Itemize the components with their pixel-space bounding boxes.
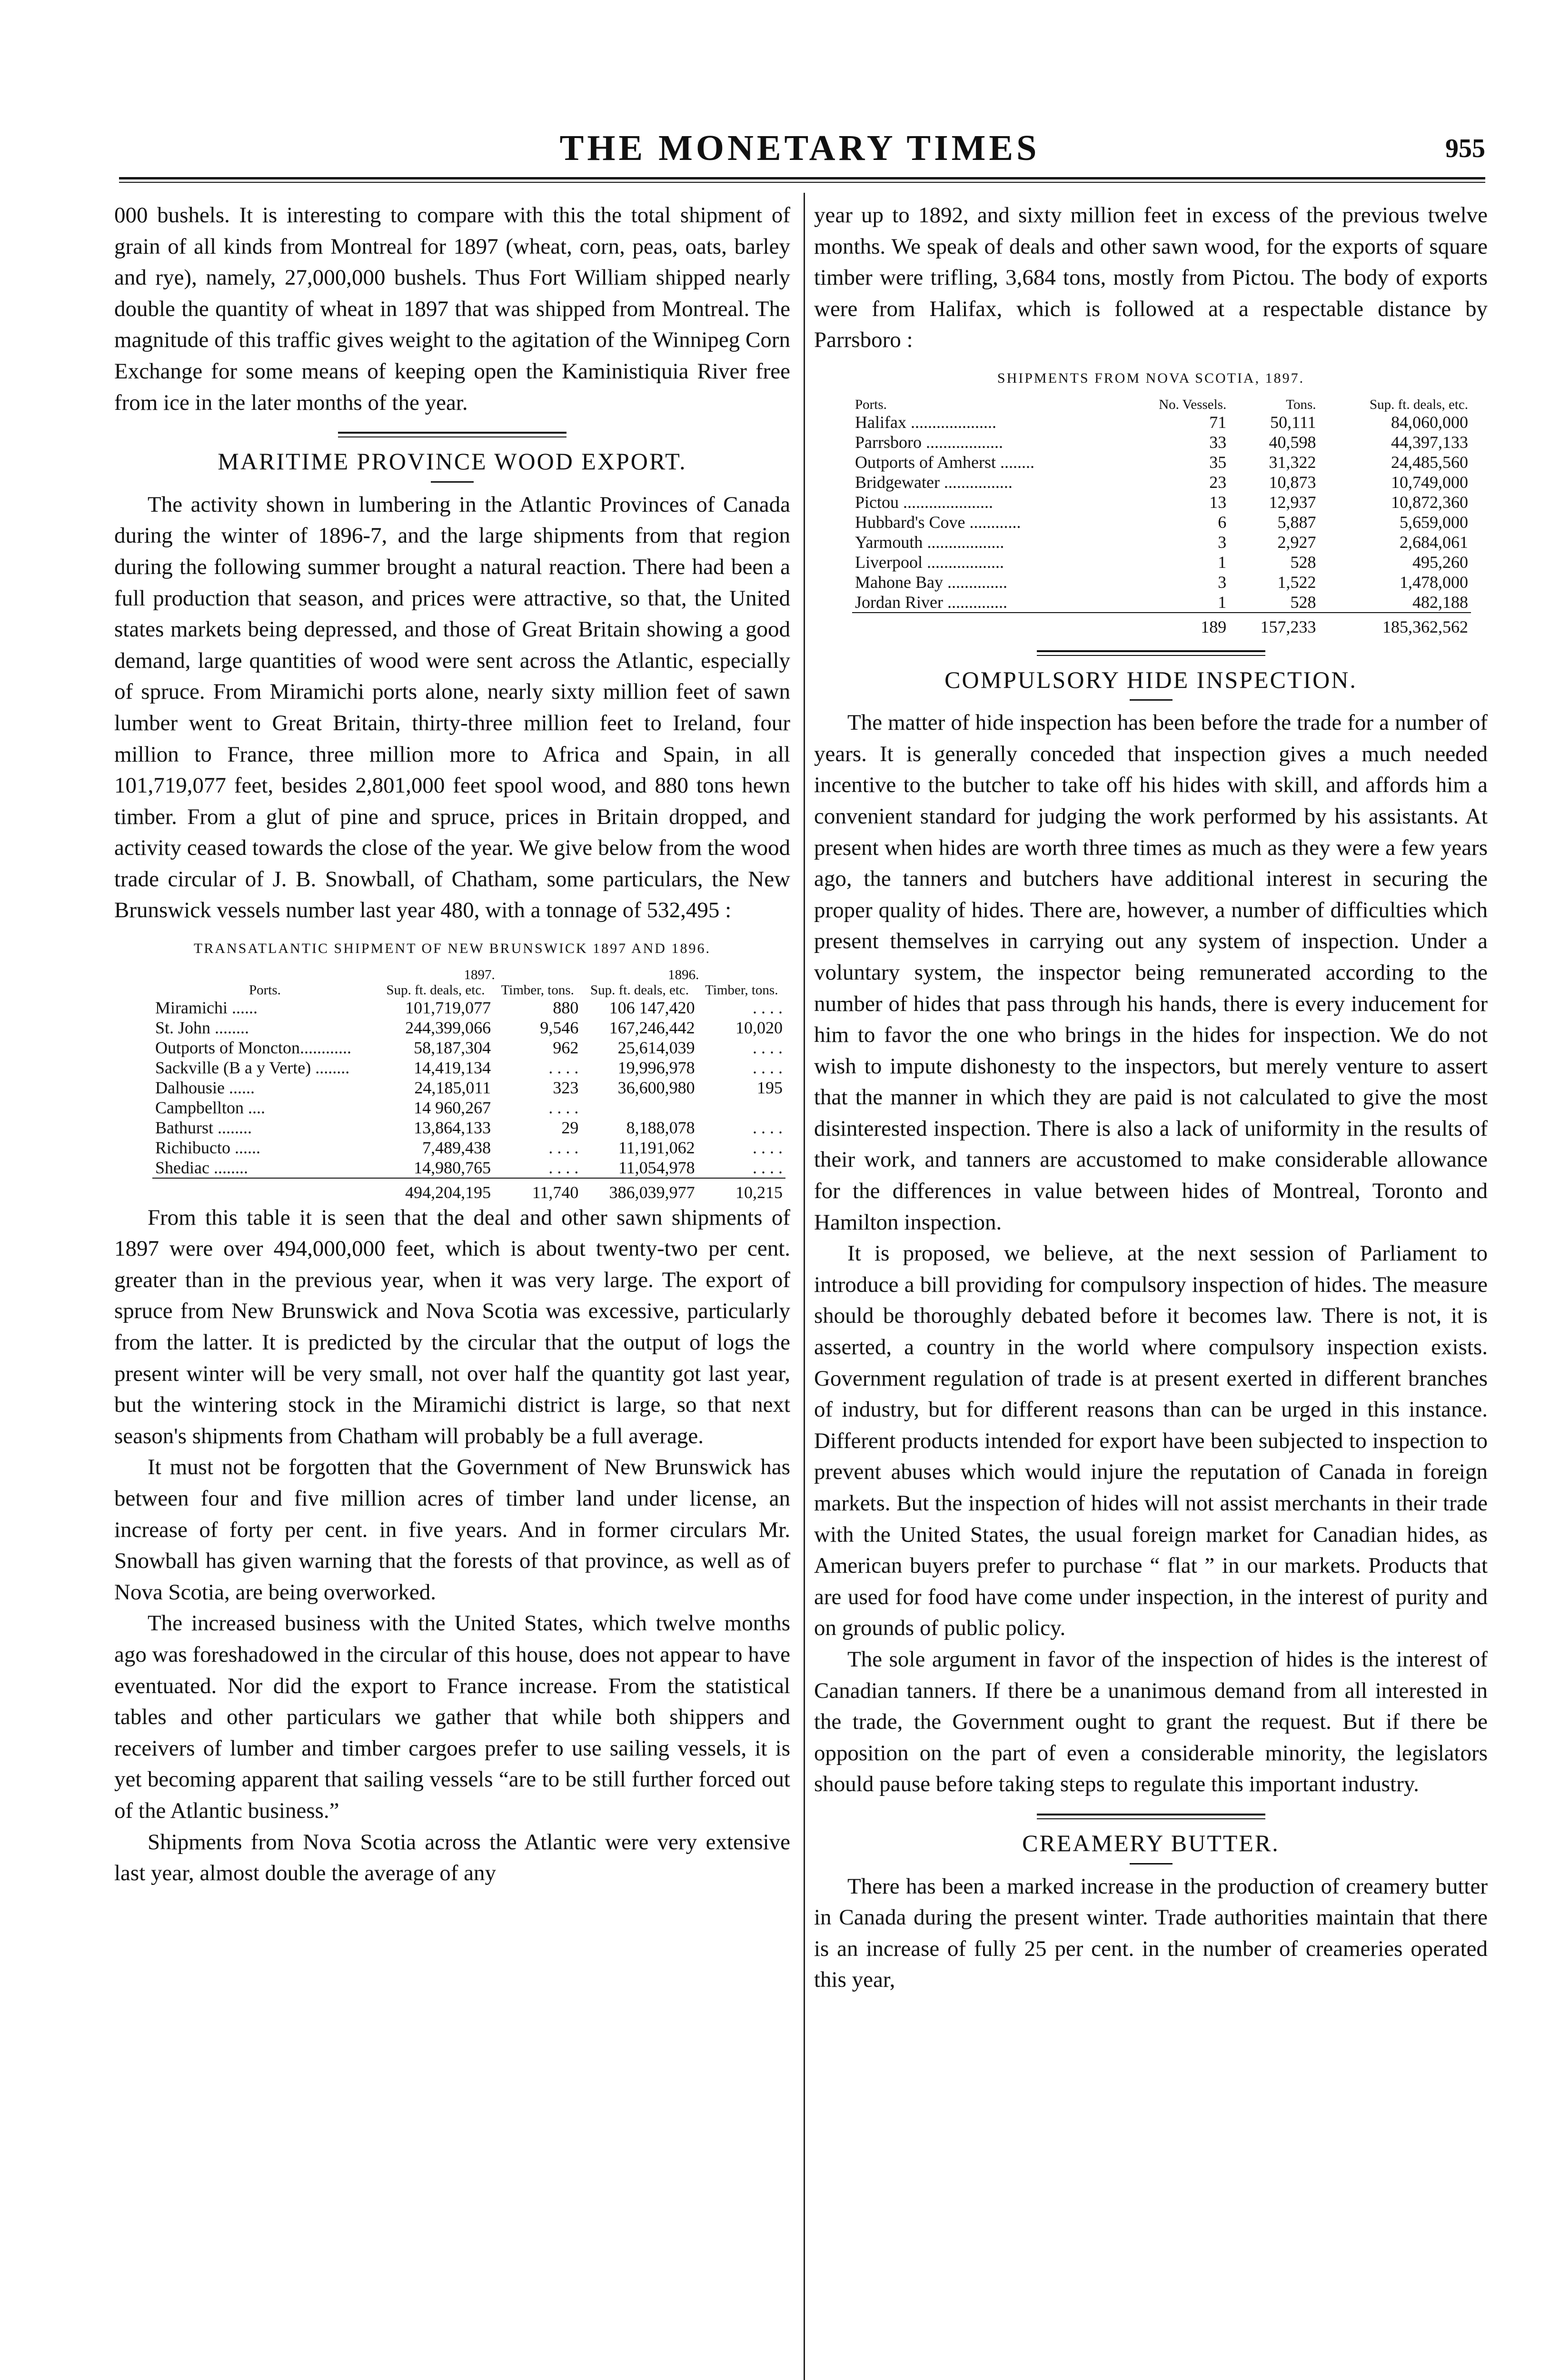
new-brunswick-shipment-table [152,967,785,1202]
deals-1897-cell: 244,399,066 [405,1018,491,1037]
col-timber-1896: Timber, tons. [705,982,778,998]
total-deals-1896: 386,039,977 [581,1178,697,1202]
table-row [152,1018,785,1038]
port-cell: Bridgewater ................ [855,472,1013,492]
timber-1897-cell: . . . . [548,1138,579,1157]
port-cell: Yarmouth .................. [855,532,1004,552]
section-rule-thin [1037,655,1265,656]
header-rule [119,177,1485,179]
table-row [852,532,1471,552]
table-title: SHIPMENTS FROM NOVA SCOTIA, 1897. [997,370,1305,386]
deals-cell: 2,684,061 [1400,532,1468,552]
col-deals: Sup. ft. deals, etc. [1370,397,1468,412]
col-vessels: No. Vessels. [1159,397,1227,412]
col-ports: Ports. [248,982,281,998]
table-totals-row [152,1178,785,1202]
port-cell: Shediac ........ [155,1158,248,1177]
port-cell: St. John ........ [155,1018,249,1037]
vessels-cell: 3 [1218,532,1227,552]
deals-1897-cell: 101,719,077 [405,998,491,1017]
deals-cell: 10,872,360 [1391,492,1468,512]
vessels-cell: 71 [1209,412,1227,432]
column-divider [804,193,805,2380]
deals-1897-cell: 7,489,438 [422,1138,491,1157]
nova-scotia-shipment-table [852,397,1471,637]
year-1897: 1897. [464,967,495,982]
deals-cell: 84,060,000 [1391,412,1468,432]
timber-1896-cell: 195 [757,1078,783,1097]
paragraph: From this table it is seen that the deal and other sawn shipments of 1897 were over 494,000,000 feet, which is about twenty-two per cent. greater than in the previous year, when it was very large. The export of spruce from New Brunswick and Nova Scotia was excessive, particularly from the latter. It is predicted by the circular that the output of logs the present winter will be very small, not over half the quantity got last year, but the wintering stock in the Miramichi district is large, so that next season's shipments from Chatham will probably be a full average. [114,1205,790,1448]
total-deals: 185,362,562 [1319,613,1471,637]
tons-cell: 528 [1290,552,1316,572]
port-cell: Sackville (B a y Verte) ........ [155,1058,350,1077]
deals-cell: 482,188 [1412,592,1468,612]
timber-1896-cell: . . . . [753,1058,783,1077]
table-row [852,452,1471,472]
paragraph: The increased business with the United States, which twelve months ago was foreshadowed in the circular of this house, does not appear to have eventuated. Nor did the export to France increase. From the statistical tables and other particulars we gather that while both shippers and receivers of lumber and timber cargoes prefer to use sailing vessels, it is yet becoming apparent that sailing vessels “are to be still further forced out of the Atlantic business.” [114,1611,790,1823]
port-cell: Halifax .................... [855,412,996,432]
section-rule-thin [1037,1818,1265,1819]
tons-cell: 528 [1290,592,1316,612]
port-cell: Outports of Amherst ........ [855,452,1034,472]
tons-cell: 1,522 [1277,572,1316,592]
timber-1897-cell: . . . . [548,1098,579,1117]
timber-1897-cell: . . . . [548,1158,579,1177]
short-rule [1130,1863,1172,1864]
tons-cell: 10,873 [1269,472,1316,492]
table-row [152,1098,785,1118]
port-cell: Parrsboro .................. [855,432,1003,452]
table-row [152,1038,785,1058]
tons-cell: 50,111 [1270,412,1316,432]
header-rule-thin [119,182,1485,183]
col-timber-1897: Timber, tons. [501,982,574,998]
col-deals-1896: Sup. ft. deals, etc. [590,982,689,998]
port-cell: Pictou ..................... [855,492,994,512]
table-row [852,592,1471,613]
total-tons: 157,233 [1229,613,1319,637]
vessels-cell: 1 [1218,552,1227,572]
timber-1896-cell [698,1098,785,1118]
paragraph: 000 bushels. It is interesting to compare with this the total shipment of grain of all kinds from Montreal for 1897 (wheat, corn, peas, oats, barley and rye), namely, 27,000,000 bushels. Thus Fort William shipped nearly double the quantity of wheat in 1897 that was shipped from Montreal. The magnitude of this traffic gives weight to the agitation of the Winnipeg Corn Exchange for some means of keeping open the Kaministiquia River free from ice in the later months of the year. [114,203,790,415]
timber-1896-cell: . . . . [753,1038,783,1057]
paragraph: It is proposed, we believe, at the next session of Parliament to introduce a bill providing for compulsory inspection of hides. The measure should be thoroughly debated before it becomes law. There is not, it is asserted, a country in the world where compulsory inspection exists. Government regulation of trade is at present exerted in different branches of industry, but for different reasons than can be urged in this instance. Different products intended for export have been subjected to inspection to prevent abuses which would injure the reputation of Canada in foreign markets. But the inspection of hides will not assist merchants in their trade with the United States, the usual foreign market for Canadian hides, as American buyers prefer to purchase “ flat ” in our markets. Products that are used for food have come under inspection, in the interest of purity and on grounds of public policy. [814,1241,1488,1641]
total-timber-1896: 10,215 [698,1178,785,1202]
year-1896: 1896. [668,967,699,982]
port-cell: Hubbard's Cove ............ [855,512,1021,532]
section-rule [1037,650,1265,652]
tons-cell: 2,927 [1277,532,1316,552]
deals-cell: 24,485,560 [1391,452,1468,472]
vessels-cell: 23 [1209,472,1227,492]
timber-1896-cell: 10,020 [735,1018,783,1037]
deals-1896-cell: 8,188,078 [626,1118,695,1137]
table-row [852,432,1471,452]
timber-1896-cell: . . . . [753,1118,783,1137]
section-rule-thin [338,436,566,437]
port-cell: Jordan River .............. [855,592,1007,612]
page-number: 955 [1445,134,1485,163]
section-rule [338,432,566,434]
tons-cell: 31,322 [1269,452,1316,472]
vessels-cell: 1 [1218,592,1227,612]
paragraph: There has been a marked increase in the production of creamery butter in Canada during the present winter. Trade authorities maintain that there is an increase of fully 25 per cent. in the number of creameries operated this year, [814,1874,1488,1993]
deals-cell: 1,478,000 [1400,572,1468,592]
paragraph: The matter of hide inspection has been before the trade for a number of years. It is generally conceded that inspection gives a much needed incentive to the butcher to take off his hides with skill, and affords him a convenient standard for judging the work performed by his assistants. At present when hides are worth three times as much as they were a few years ago, the tanners and butchers have additional interest in securing the proper quality of hides. There are, however, a number of difficulties which present themselves in carrying out any system of inspection. Under a voluntary system, the inspector being remunerated according to the number of hides that pass through his hands, there is every inducement for him to favor the one who brings in the hides for inspection. We do not wish to impute dishonesty to the inspectors, but merely venture to assert that the manner in which they are paid is not calculated to give the most disinterested inspection. There is also a lack of uniformity in the results of their work, and tanners are accustomed to make considerable allowance for the differences in value between hides of Montreal, Toronto and Hamilton inspection. [814,710,1488,1235]
page-header [114,124,1485,181]
deals-cell: 5,659,000 [1400,512,1468,532]
table-column-header [152,982,785,998]
port-cell: Dalhousie ...... [155,1078,255,1097]
table-row [152,998,785,1018]
col-tons: Tons. [1286,397,1316,412]
deals-cell: 495,260 [1412,552,1468,572]
table-row [152,1078,785,1098]
table-totals-row [852,613,1471,637]
table-title: TRANSATLANTIC SHIPMENT OF NEW BRUNSWICK 1897 AND 1896. [194,941,711,957]
port-cell: Liverpool .................. [855,552,1004,572]
vessels-cell: 13 [1209,492,1227,512]
deals-1896-cell: 11,191,062 [618,1138,695,1157]
section-title: COMPULSORY HIDE INSPECTION. [944,666,1357,693]
deals-1896-cell: 19,996,978 [617,1058,695,1077]
deals-1897-cell: 58,187,304 [414,1038,491,1057]
port-cell: Campbellton .... [155,1098,265,1117]
deals-1897-cell: 13,864,133 [414,1118,491,1137]
timber-1897-cell: . . . . [548,1058,579,1077]
deals-1896-cell: 11,054,978 [618,1158,695,1177]
table-row [852,552,1471,572]
right-column [814,200,1488,1996]
deals-1897-cell: 14 960,267 [414,1098,491,1117]
table-row [852,512,1471,532]
tons-cell: 5,887 [1277,512,1316,532]
deals-1896-cell: 36,600,980 [617,1078,695,1097]
table-year-header [152,967,785,982]
tons-cell: 12,937 [1269,492,1316,512]
section-title: MARITIME PROVINCE WOOD EXPORT. [218,448,687,475]
section-title: CREAMERY BUTTER. [1022,1829,1280,1856]
section-rule [1037,1814,1265,1815]
deals-1897-cell: 24,185,011 [414,1078,491,1097]
vessels-cell: 33 [1209,432,1227,452]
paragraph: year up to 1892, and sixty million feet in excess of the previous twelve months. We speak of deals and other sawn wood, for the exports of square timber were trifling, 3,684 tons, mostly from Pictou. The body of exports were from Halifax, which is followed at a respectable distance by Parrsboro : [814,203,1488,353]
vessels-cell: 35 [1209,452,1227,472]
table-row [152,1058,785,1078]
total-vessels: 189 [1123,613,1230,637]
timber-1897-cell: 29 [561,1118,579,1137]
table-row [852,492,1471,512]
total-timber-1897: 11,740 [494,1178,581,1202]
paragraph: It must not be forgotten that the Government of New Brunswick has between four and five million acres of timber land under license, an increase of forty per cent. in five years. And in former circulars Mr. Snowball has given warning that the forests of that province, as well as of Nova Scotia, are being overworked. [114,1455,790,1605]
table-row [852,572,1471,592]
timber-1897-cell: 880 [553,998,579,1017]
table-row [152,1158,785,1178]
vessels-cell: 3 [1218,572,1227,592]
timber-1896-cell: . . . . [753,1138,783,1157]
table-column-header [852,397,1471,412]
paragraph: The activity shown in lumbering in the Atlantic Provinces of Canada during the winter of 1896-7, and the large shipments from that region during the following summer brought a natural reaction. There had been a full production that season, and prices were attractive, so that, the United states markets being depressed, and those of Great Britain showing a good demand, large quantities of wood were sent across the Atlantic, especially of spruce. From Miramichi ports alone, nearly sixty million feet of sawn lumber went to Great Britain, thirty-three million feet to Ireland, four million to France, three million more to Africa and Spain, in all 101,719,077 feet, besides 2,801,000 feet spool wood, and 880 tons hewn timber. From a glut of pine and spruce, prices in Britain dropped, and activity ceased towards the close of the year. We give below from the wood trade circular of J. B. Snowball, of Chatham, some particulars, the New Brunswick vessels number last year 480, with a tonnage of 532,495 : [114,492,790,923]
port-cell: Richibucto ...... [155,1138,260,1157]
deals-cell: 10,749,000 [1391,472,1468,492]
port-cell: Mahone Bay .............. [855,572,1007,592]
col-ports: Ports. [855,397,887,412]
tons-cell: 40,598 [1269,432,1316,452]
port-cell: Outports of Moncton............ [155,1038,351,1057]
deals-1896-cell: 167,246,442 [609,1018,695,1037]
port-cell: Miramichi ...... [155,998,258,1017]
table-row [152,1138,785,1158]
short-rule [1130,699,1172,701]
timber-1896-cell: . . . . [753,1158,783,1177]
deals-1896-cell: 106 147,420 [609,998,695,1017]
timber-1897-cell: 323 [553,1078,579,1097]
table-row [152,1118,785,1138]
timber-1896-cell: . . . . [753,998,783,1017]
masthead-title: THE MONETARY TIMES [559,128,1040,168]
total-deals-1897: 494,204,195 [378,1178,494,1202]
short-rule [431,481,474,483]
vessels-cell: 6 [1218,512,1227,532]
timber-1897-cell: 962 [553,1038,579,1057]
deals-1896-cell: 25,614,039 [617,1038,695,1057]
timber-1897-cell: 9,546 [540,1018,579,1037]
table-row [852,472,1471,492]
deals-1897-cell: 14,980,765 [414,1158,491,1177]
paragraph: The sole argument in favor of the inspection of hides is the interest of Canadian tanners. If there be a unanimous demand from all interested in the trade, the Government ought to grant the request. But if there be opposition on the part of even a considerable minority, the legislators should pause before taking steps to regulate this important industry. [814,1646,1488,1797]
table-row [852,412,1471,432]
deals-1897-cell: 14,419,134 [414,1058,491,1077]
port-cell: Bathurst ........ [155,1118,252,1137]
col-deals-1897: Sup. ft. deals, etc. [386,982,485,998]
deals-1896-cell [581,1098,697,1118]
deals-cell: 44,397,133 [1391,432,1468,452]
left-column [114,200,790,1889]
paragraph: Shipments from Nova Scotia across the Atlantic were very extensive last year, almost double the average of any [114,1829,790,1886]
